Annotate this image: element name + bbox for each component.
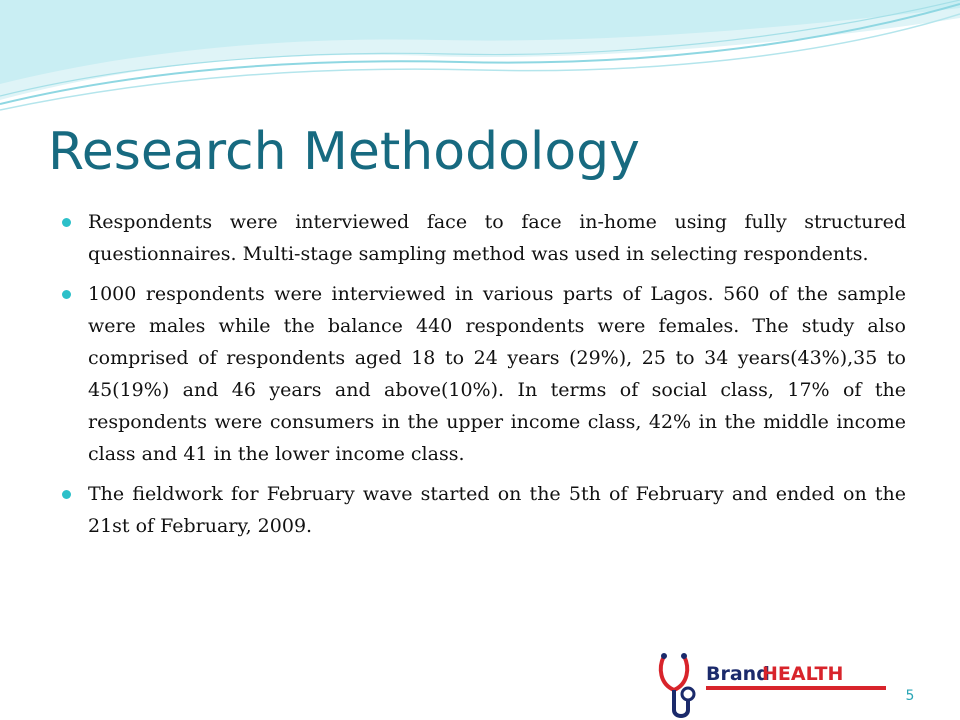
brandhealth-logo bbox=[654, 648, 894, 720]
bullet-text: Respondents were interviewed face to face in-home using fully structured questionnaires. Multi-stage sampling method was used in selecting respondents. bbox=[88, 211, 906, 265]
header-wave-decoration bbox=[0, 0, 960, 120]
page-number: 5 bbox=[905, 688, 915, 704]
bullet-item bbox=[62, 278, 906, 470]
bullet-item bbox=[62, 206, 906, 270]
bullet-dot-icon bbox=[62, 490, 71, 499]
bullet-item bbox=[62, 478, 906, 542]
logo-text-health: HEALTH bbox=[762, 663, 844, 685]
bullet-dot-icon bbox=[62, 290, 71, 299]
slide-title: Research Methodology bbox=[48, 122, 640, 182]
bullet-dot-icon bbox=[62, 218, 71, 227]
bullet-text: The fieldwork for February wave started on the 5th of February and ended on the 21st of February, 2009. bbox=[88, 483, 906, 537]
logo-text-brand: Brand bbox=[706, 663, 770, 685]
bullet-text: 1000 respondents were interviewed in various parts of Lagos. 560 of the sample were males while the balance 440 respondents were females. The study also comprised of respondents aged 18 to 24 years (29%), 25 to 34 years(43%),35 to 45(19%) and 46 years and above(10%). In terms of social class, 17% of the respondents were consumers in the upper income class, 42% in the middle income class and 41 in the lower income class. bbox=[88, 283, 906, 465]
bullet-list bbox=[62, 206, 906, 550]
